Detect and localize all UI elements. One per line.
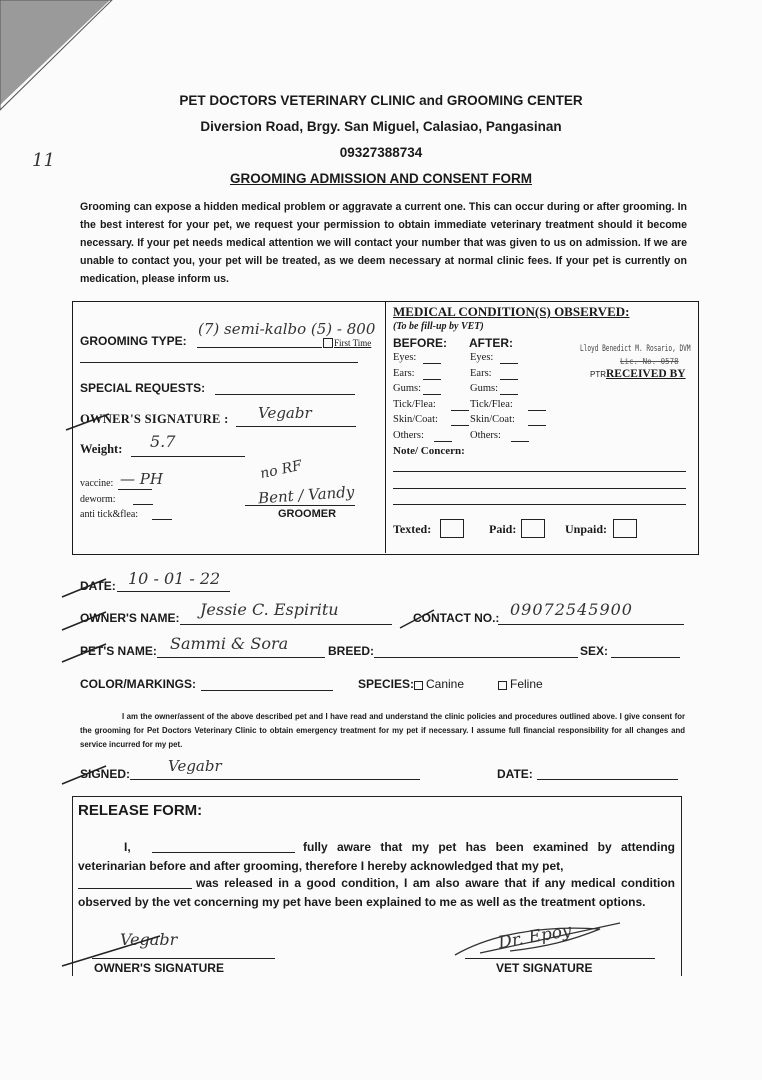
vaccine-label: vaccine: (80, 478, 114, 489)
vet-signature-value[interactable]: Dr. Epoy (496, 920, 574, 954)
signed-date-label: DATE: (497, 767, 533, 781)
before-item-label: Skin/Coat: (393, 414, 438, 425)
canine-label: Canine (426, 677, 465, 691)
form-title: GROOMING ADMISSION AND CONSENT FORM (230, 171, 532, 186)
note-line-1[interactable] (393, 471, 686, 472)
owner-signature-caption: OWNER'S SIGNATURE (94, 961, 224, 975)
release-title: RELEASE FORM: (78, 802, 203, 819)
groomer-note-1: no RF (258, 457, 304, 483)
breed-field[interactable] (374, 657, 578, 658)
before-item-label: Eyes: (393, 352, 417, 363)
paid-label: Paid: (489, 522, 517, 536)
ptr-label: PTR (590, 370, 606, 379)
groomer-note-2: Bent / Vandy (257, 482, 355, 508)
before-item-label: Gums: (393, 383, 422, 394)
anti-tick-label: anti tick&flea: (80, 509, 139, 520)
sex-field[interactable] (611, 657, 680, 658)
owner-name-value[interactable]: Jessie C. Espiritu (200, 600, 339, 619)
pet-name-label: PET'S NAME: (80, 644, 157, 658)
unpaid-checkbox[interactable] (613, 519, 637, 538)
special-requests-field[interactable] (215, 394, 355, 395)
before-item-field[interactable] (423, 363, 441, 364)
check-mark (60, 640, 110, 665)
clinic-name: PET DOCTORS VETERINARY CLINIC and GROOMING CENTER (179, 93, 583, 108)
before-item-label: Others: (393, 429, 424, 441)
check-mark (60, 762, 110, 787)
vet-stamp-license: Lic. No. 0578 (620, 357, 679, 366)
box-divider (385, 302, 386, 553)
weight-label: Weight: (80, 442, 123, 456)
check-mark (60, 575, 110, 600)
medical-subtitle: (To be fill-up by VET) (393, 321, 484, 332)
after-item-label: Tick/Flea: (470, 398, 513, 410)
check-mark (60, 608, 110, 633)
owner-signature-value[interactable]: Vegabr (258, 404, 312, 422)
medical-title: MEDICAL CONDITION(S) OBSERVED: (393, 304, 630, 319)
before-item-label: Tick/Flea: (393, 398, 436, 410)
color-markings-label: COLOR/MARKINGS: (80, 677, 196, 691)
first-time-label: First Time (334, 338, 372, 348)
grooming-type-label: GROOMING TYPE: (80, 334, 187, 348)
signed-date-field[interactable] (537, 779, 678, 780)
texted-checkbox[interactable] (440, 519, 464, 538)
release-i-label: I, (124, 840, 131, 854)
after-item-field[interactable] (511, 441, 529, 442)
deworm-label: deworm: (80, 494, 116, 505)
vet-signature-scribble (450, 915, 650, 960)
received-by-label: RECEIVED BY (606, 368, 686, 380)
clinic-address: Diversion Road, Brgy. San Miguel, Calasiao, Pangasinan (200, 119, 562, 134)
after-item-label: Gums: (470, 383, 499, 394)
vet-stamp-name: Lloyd Benedict M. Rosario, DVM (580, 344, 691, 354)
texted-label: Texted: (393, 522, 432, 536)
feline-label: Feline (510, 677, 543, 691)
clinic-phone: 09327388734 (339, 145, 423, 160)
sex-label: SEX: (580, 644, 609, 658)
after-item-label: Skin/Coat: (470, 414, 515, 425)
canine-checkbox[interactable] (414, 681, 423, 690)
release-text-2: was released in a good condition, I am also aware that if any medical condition observed by the vet concerning my pet have been explained to me as well as the treatment options. (78, 876, 675, 909)
grooming-type-value[interactable]: (7) semi-kalbo (5) - 800 (198, 320, 376, 338)
owner-name-label: OWNER'S NAME: (80, 611, 180, 625)
after-item-field[interactable] (500, 379, 518, 380)
after-label: AFTER: (469, 336, 513, 350)
before-item-field[interactable] (423, 379, 441, 380)
contact-label: CONTACT NO.: (413, 611, 500, 625)
contact-value[interactable]: 09072545900 (510, 600, 633, 619)
after-item-label: Others: (470, 429, 501, 441)
after-item-field[interactable] (528, 425, 546, 426)
check-mark (398, 606, 438, 631)
deworm-field[interactable] (133, 504, 153, 505)
date-label: DATE: (80, 579, 116, 593)
after-item-field[interactable] (500, 394, 518, 395)
note-concern-label: Note/ Concern: (393, 445, 465, 457)
margin-mark: 11 (32, 150, 55, 171)
breed-label: BREED: (328, 644, 375, 658)
note-line-2[interactable] (393, 488, 686, 489)
release-owner-signature-value[interactable]: Vegabr (120, 930, 178, 949)
special-requests-label: SPECIAL REQUESTS: (80, 381, 206, 395)
after-item-field[interactable] (528, 410, 546, 411)
signed-label: SIGNED: (80, 767, 131, 781)
signed-value[interactable]: Vegabr (168, 757, 222, 775)
after-item-label: Ears: (470, 367, 492, 379)
after-item-label: Eyes: (470, 352, 494, 363)
after-item-field[interactable] (500, 363, 518, 364)
anti-tick-field[interactable] (152, 519, 172, 520)
pet-name-value[interactable]: Sammi & Sora (170, 634, 289, 653)
first-time-checkbox[interactable] (323, 338, 333, 348)
paid-checkbox[interactable] (521, 519, 545, 538)
release-text-1: fully aware that my pet has been examined by attending veterinarian before and after grooming, therefore I hereby acknowledged that my pet, (78, 840, 675, 873)
date-value[interactable]: 10 - 01 - 22 (128, 569, 221, 588)
before-item-label: Ears: (393, 367, 415, 379)
before-item-field[interactable] (434, 441, 452, 442)
check-mark (64, 410, 114, 435)
consent-paragraph: I am the owner/assent of the above described pet and I have read and understand the clinic policies and procedures outlined above. I give consent for the grooming for Pet Doctors Veterinary Clinic to obtain emergency treatment for my pet if necessary. I assume full financial responsibility for all changes and service incurred for my pet. (80, 712, 685, 749)
owner-signature-label: OWNER'S SIGNATURE : (80, 412, 229, 426)
weight-value[interactable]: 5.7 (150, 432, 176, 451)
color-markings-field[interactable] (201, 690, 333, 691)
unpaid-label: Unpaid: (565, 522, 608, 536)
before-item-field[interactable] (423, 394, 441, 395)
intro-paragraph: Grooming can expose a hidden medical problem or aggravate a current one. This can occur during or after grooming. In the best interest for your pet, we request your permission to obtain immediate veterinary treatment should it become necessary. If your pet needs medical attention we will contact your number that was given to us on admission. If we are unable to contact you, your pet will be treated, as we deem necessary at normal clinic fees. If your pet is currently on medication, please inform us. (80, 201, 687, 285)
before-item-field[interactable] (451, 410, 469, 411)
before-item-field[interactable] (451, 425, 469, 426)
groomer-label: GROOMER (278, 508, 337, 520)
feline-checkbox[interactable] (498, 681, 507, 690)
note-line-3[interactable] (393, 504, 686, 505)
before-label: BEFORE: (393, 336, 447, 350)
species-label: SPECIES: (358, 677, 415, 691)
vaccine-value[interactable]: — PH (120, 470, 163, 488)
vet-signature-caption: VET SIGNATURE (496, 961, 593, 975)
